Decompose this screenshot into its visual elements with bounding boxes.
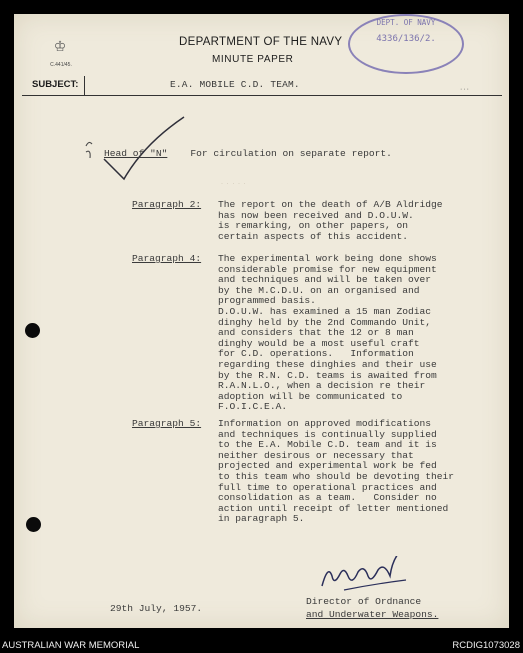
stamp-reference: 4336/136/2. [376, 34, 436, 44]
stamp-text: DEPT. OF NAVY [376, 18, 436, 27]
paragraph-4-text: The experimental work being done shows considerable promise for new equipment and techniques and will be taken over by the M.C.D.U. on an organised and programmed basis. D.O.U.W. has examined a 15 man Zodiac dinghy held by the 2nd Commando Unit, and considers that the 12 or 8 man dinghy would be a most useful craft for C.D. operations. Information regarding these dinghies and their use by the R.N. C.D. teams is awaited from R.A.N.L.O., when a decision re their adoption will be communicated to F.O.I.C.E.A. [218, 253, 437, 413]
faint-mark: · · · · · [221, 181, 247, 187]
department-heading: DEPARTMENT OF THE NAVY [179, 36, 343, 48]
addressee-line [104, 149, 392, 160]
subject-divider [84, 76, 85, 95]
paragraph-2-text: The report on the death of A/B Aldridge has now been received and D.O.U.W. is remarking, on other papers, on certain aspects of this accident. [218, 199, 443, 242]
addressee-note: For circulation on separate report. [190, 148, 392, 159]
punch-hole-bottom [26, 517, 41, 532]
subject-value: E.A. MOBILE C.D. TEAM. [170, 79, 300, 90]
footer-id: RCDIG1073028 [452, 640, 520, 651]
paragraph-2-label: Paragraph 2: [132, 199, 202, 210]
addressee-to: Head of "N" [104, 148, 168, 159]
date: 29th July, 1957. [110, 603, 203, 614]
form-number: C.441/45. [50, 62, 72, 68]
subject-dots: ··· [460, 86, 470, 93]
paragraph-5-text: Information on approved modifications and techniques is continually supplied to the E.A. Mobile C.D. team and it is neither desirous or necessary that projected and experimental work be fed to this team who should be devoting their full time to operational practices and consolidation as a team. Consider no action until receipt of letter mentioned in paragraph 5. [218, 418, 455, 525]
handwritten-signature [314, 556, 424, 598]
paragraph-5-label: Paragraph 5: [132, 418, 202, 429]
footer-credit: AUSTRALIAN WAR MEMORIAL [2, 640, 140, 651]
minute-paper [14, 14, 509, 628]
paper-type-heading: MINUTE PAPER [212, 54, 294, 65]
signatory-title-line2: and Underwater Weapons. [306, 609, 439, 620]
reference-stamp [348, 14, 464, 74]
paragraph-4-label: Paragraph 4: [132, 253, 202, 264]
subject-row [22, 76, 502, 96]
crown-crest-icon: ♔ [53, 39, 67, 55]
signatory-title-line1: Director of Ordnance [306, 596, 422, 607]
subject-label: SUBJECT: [32, 79, 79, 90]
punch-hole-top [25, 323, 40, 338]
